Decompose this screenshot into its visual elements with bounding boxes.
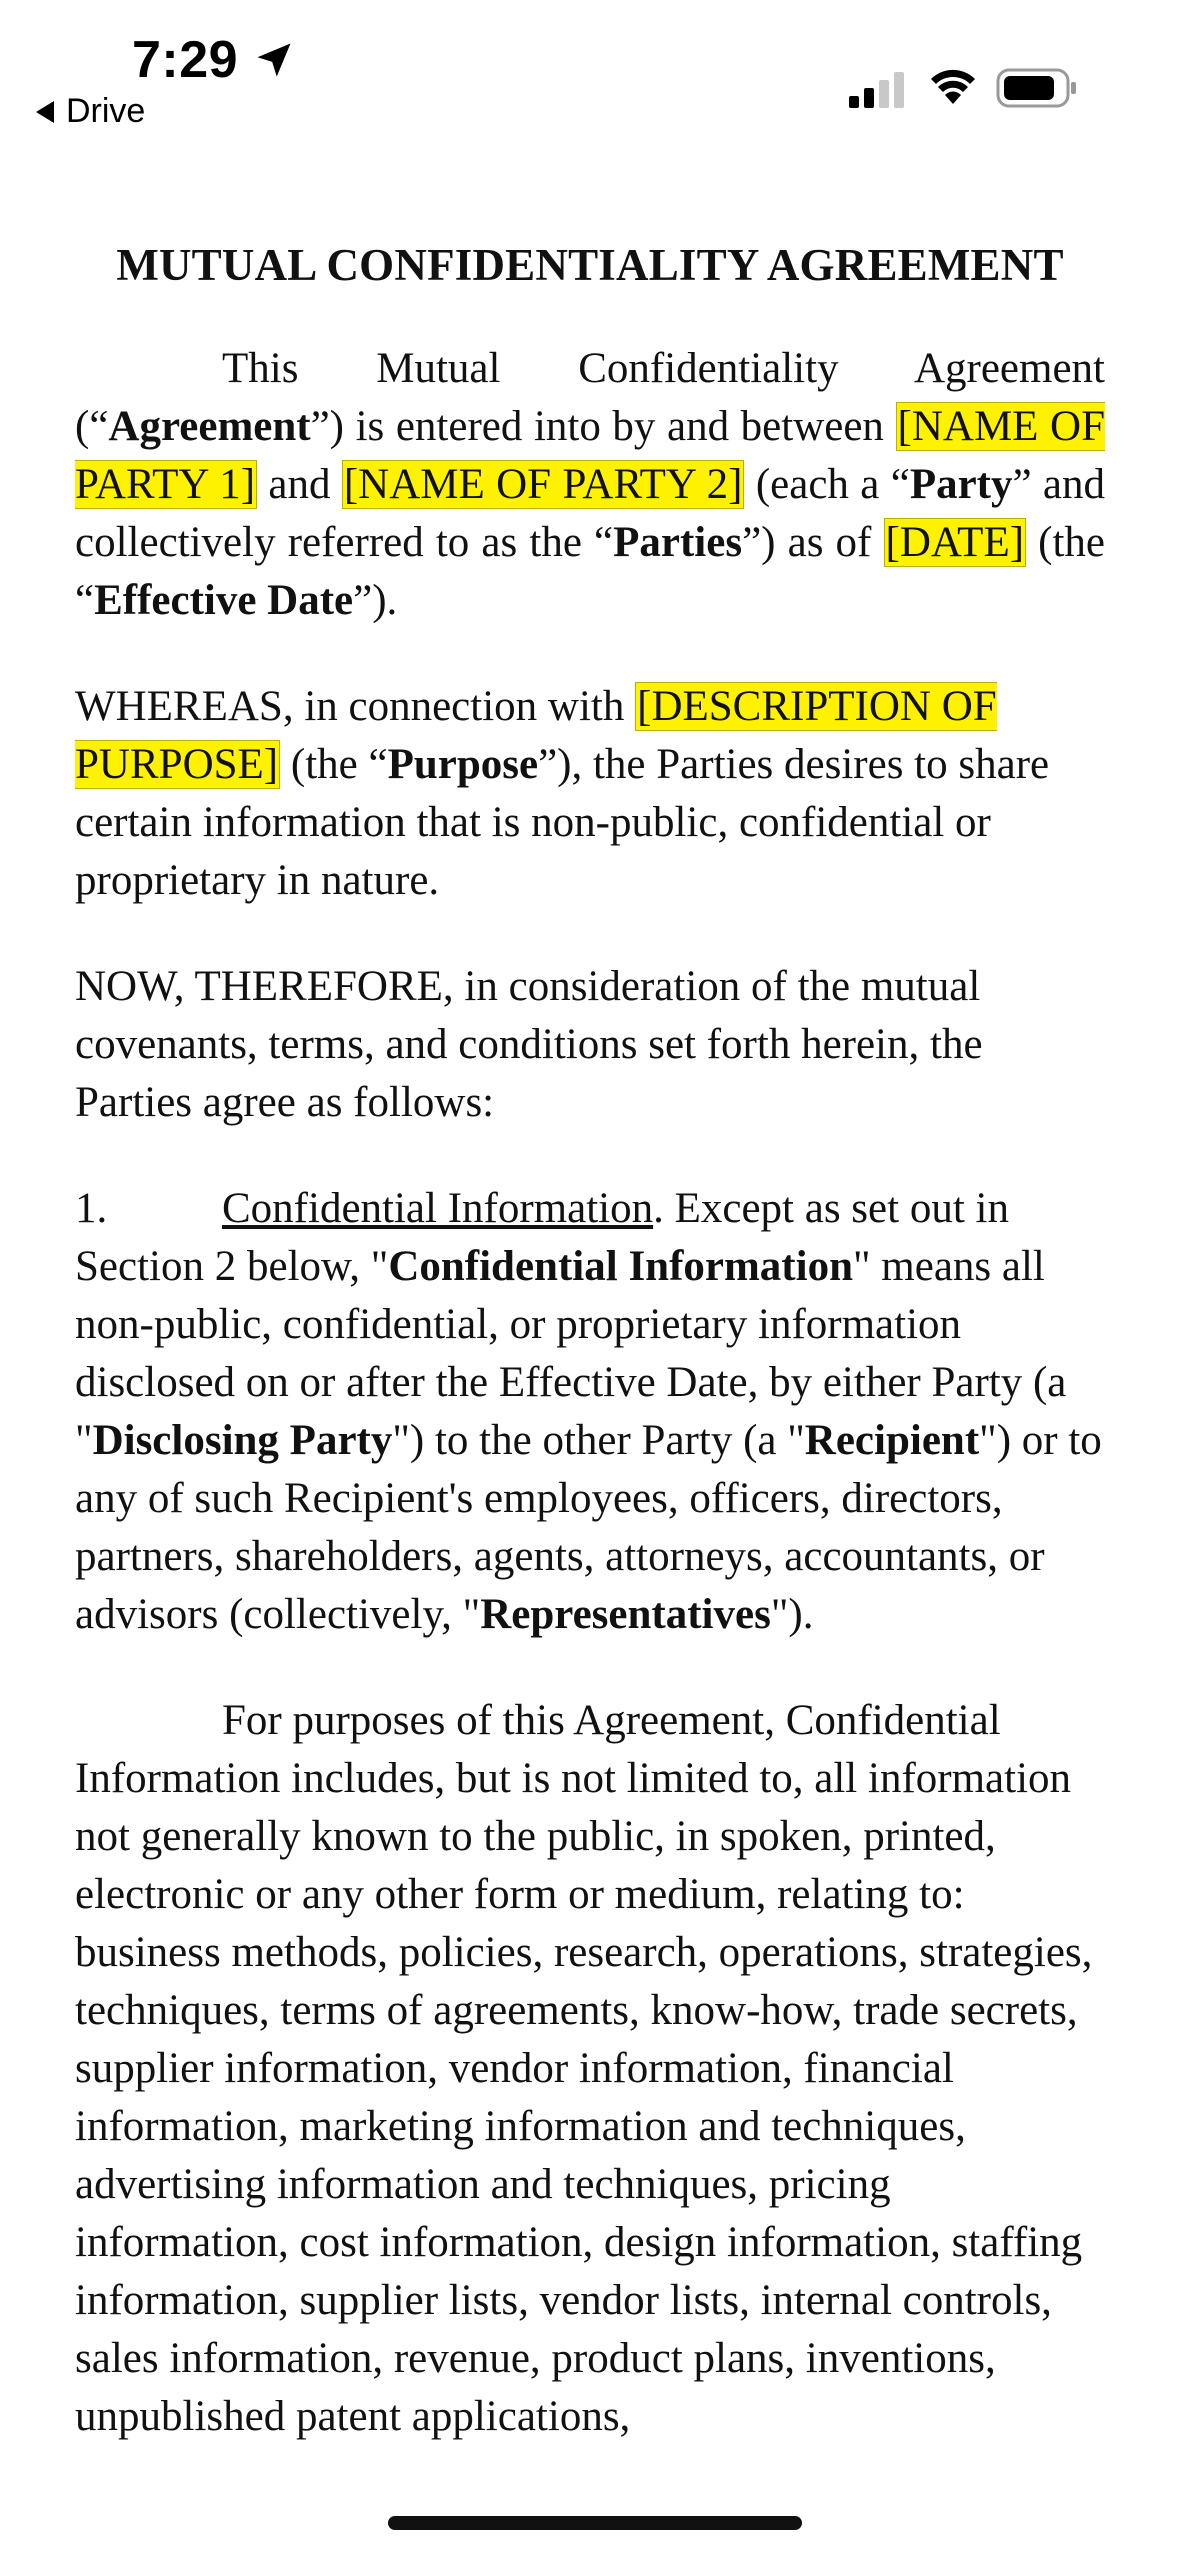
back-to-drive-button[interactable] [36, 92, 145, 131]
status-time: 7:29 [132, 31, 239, 89]
battery-icon [996, 66, 1078, 110]
whereas-paragraph: WHEREAS, in connection with [DESCRIPTION OF PURPOSE] (the “Purpose”), the Parties desires to share certain information that is non-public, confidential or proprietary in nature. [75, 683, 1050, 904]
home-indicator[interactable] [388, 2516, 802, 2530]
document-page [75, 236, 1105, 2494]
section-heading: Confidential Information [222, 1185, 654, 1232]
back-triangle-icon [36, 101, 54, 123]
intro-paragraph: This Mutual Confidentiality Agreement (“Agreement”) is entered into by and between [NAME OF PARTY 1] and [NAME OF PARTY 2] (each a “Party” and collectively referred to as the “Parties”) as of [DATE] (the “Effective Date”). [75, 345, 1106, 624]
cellular-signal-icon [847, 70, 907, 110]
therefore-paragraph: NOW, THEREFORE, in consideration of the mutual covenants, terms, and conditions set forth herein, the Parties agree as follows: [75, 963, 983, 1126]
section-number: 1. [75, 1185, 108, 1232]
definitions-paragraph: For purposes of this Agreement, Confidential Information includes, but is not limited to, all information not generally known to the public, in spoken, printed, electronic or any other form or medium, relating to: business methods, policies, research, operations, strategies, techniques, terms of agreements, know-how, trade secrets, supplier information, vendor information, financial information, marketing information and techniques, advertising information and techniques, pricing information, cost information, design information, staffing information, supplier lists, vendor lists, internal controls, sales information, revenue, product plans, inventions, unpublished patent applications, [75, 1697, 1093, 2440]
wifi-icon [928, 66, 978, 106]
status-bar [0, 0, 1179, 150]
location-arrow-icon [252, 38, 296, 82]
date-placeholder: [DATE] [885, 519, 1025, 566]
document-title: MUTUAL CONFIDENTIALITY AGREEMENT [116, 240, 1064, 290]
back-label: Drive [66, 92, 146, 130]
party-2-placeholder: [NAME OF PARTY 2] [343, 461, 743, 508]
party-1-placeholder: [NAME OF PARTY 1] [75, 403, 1105, 508]
section-1-paragraph: 1. Confidential Information. Except as set out in Section 2 below, "Confidential Information" means all non-public, confidential, or proprietary information disclosed on or after the Effective Date, by either Party (a "Disclosing Party") to the other Party (a "Recipient") or to any of such Recipient's employees, officers, directors, partners, shareholders, agents, attorneys, accountants, or advisors (collectively, "Representatives"). [75, 1180, 1105, 1644]
purpose-placeholder: [DESCRIPTION OF PURPOSE] [75, 683, 997, 788]
